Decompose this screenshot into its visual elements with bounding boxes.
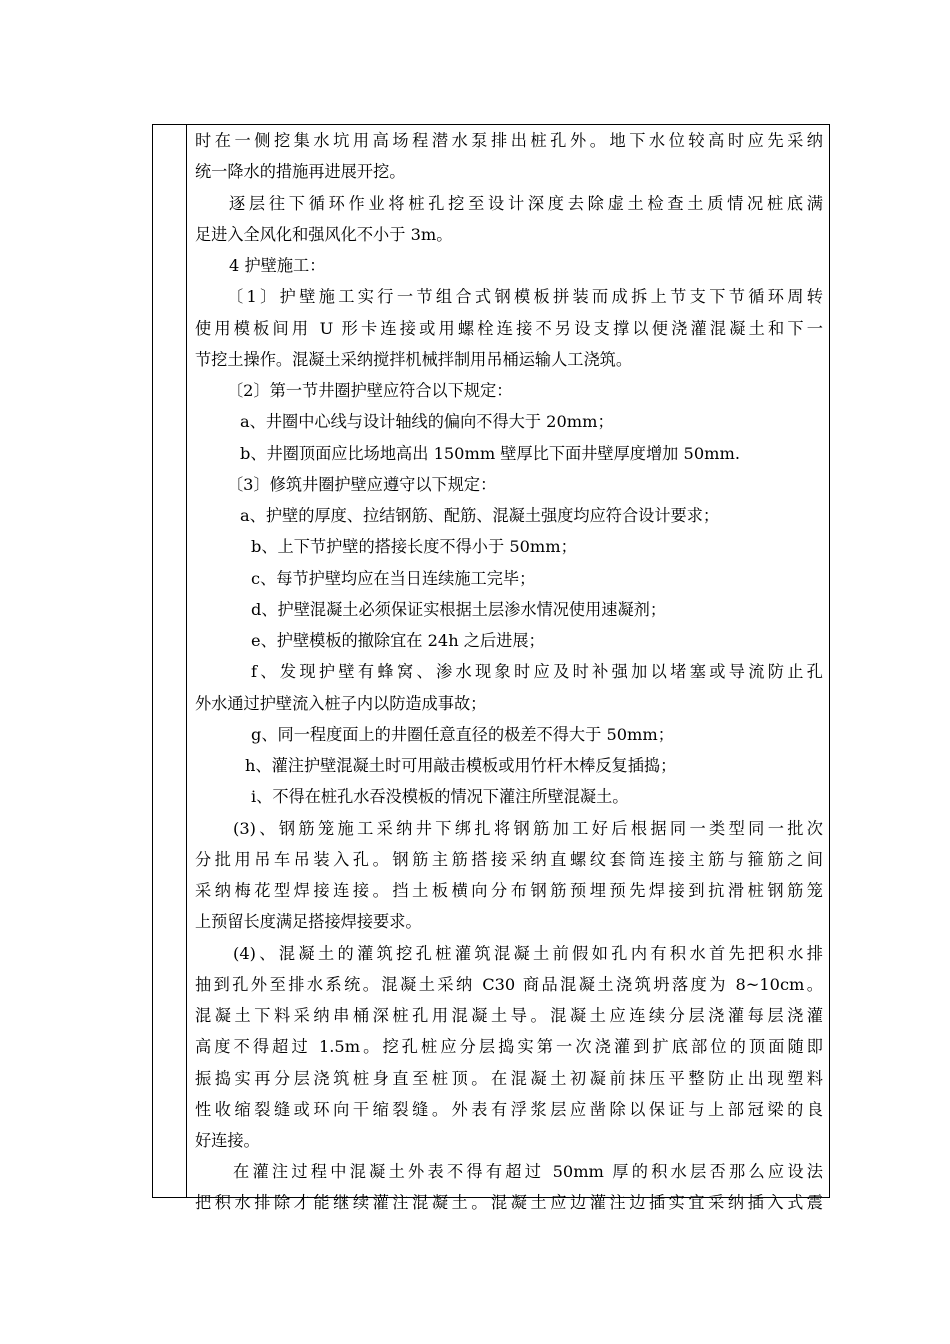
text-line: 振捣实再分层浇筑桩身直至桩顶。在混凝土初凝前抹压平整防止出现塑料	[195, 1069, 823, 1088]
text-line: 外水通过护壁流入桩子内以防造成事故；	[195, 694, 487, 713]
table-content-cell	[195, 125, 823, 1212]
list-item: d、护壁混凝土必须保证实根据土层渗水情况使用速凝剂；	[251, 600, 667, 619]
document-table	[152, 124, 830, 1212]
text-line: (3)、钢筋笼施工采纳井下绑扎将钢筋加工好后根据同一类型同一批次	[233, 819, 823, 838]
list-item: c、每节护壁均应在当日连续施工完毕；	[251, 569, 536, 588]
text-line: 抽到孔外至排水系统。混凝土采纳 C30 商品混凝土浇筑坍落度为 8~10cm。	[195, 975, 823, 994]
text-line: 在灌注过程中混凝土外表不得有超过 50mm 厚的积水层否那么应设法	[233, 1162, 823, 1181]
text-line: 逐层往下循环作业将桩孔挖至设计深度去除虚土检查土质情况桩底满	[229, 194, 823, 213]
text-line: 把积水排除才能继续灌注混凝土。混凝土应边灌注边插实宜采纳插入式震	[195, 1193, 823, 1212]
list-item: b、井圈顶面应比场地高出 150mm 壁厚比下面井壁厚度增加 50mm.	[240, 444, 740, 463]
text-line: 节挖土操作。混凝土采纳搅拌机械拌制用吊桶运输人工浇筑。	[195, 350, 633, 369]
text-line: 足进入全风化和强风化不小于 3m。	[195, 225, 453, 244]
list-item: a、井圈中心线与设计轴线的偏向不得大于 20mm；	[240, 412, 614, 431]
list-item: f、发现护壁有蜂窝、渗水现象时应及时补强加以堵塞或导流防止孔	[251, 662, 823, 681]
list-item: g、同一程度面上的井圈任意直径的极差不得大于 50mm；	[251, 725, 674, 744]
list-item: a、护壁的厚度、拉结钢筋、配筋、混凝土强度均应符合设计要求；	[240, 506, 720, 525]
text-line: 高度不得超过 1.5m。挖孔桩应分层捣实第一次浇灌到扩底部位的顶面随即	[195, 1037, 823, 1056]
text-line: 〔2〕第一节井圈护壁应符合以下规定：	[227, 381, 513, 400]
text-line: 采纳梅花型焊接连接。挡土板横向分布钢筋预埋预先焊接到抗滑桩钢筋笼	[195, 881, 823, 900]
table-left-column	[153, 125, 187, 1197]
list-item: i、不得在桩孔水吞没模板的情况下灌注所壁混凝土。	[251, 787, 629, 806]
text-line: 统一降水的措施再进展开挖。	[195, 162, 406, 181]
text-line: (4)、混凝土的灌筑挖孔桩灌筑混凝土前假如孔内有积水首先把积水排	[233, 944, 823, 963]
section-heading: 4 护壁施工：	[229, 256, 326, 275]
text-line: 〔3〕修筑井圈护壁应遵守以下规定：	[227, 475, 497, 494]
text-line: 使用模板间用 U 形卡连接或用螺栓连接不另设支撑以便浇灌混凝土和下一	[195, 319, 823, 338]
text-line: 上预留长度满足搭接焊接要求。	[195, 912, 422, 931]
text-line: 性收缩裂缝或环向干缩裂缝。外表有浮浆层应凿除以保证与上部冠梁的良	[195, 1100, 823, 1119]
list-item: b、上下节护壁的搭接长度不得小于 50mm；	[251, 537, 577, 556]
text-line: 时在一侧挖集水坑用高场程潜水泵排出桩孔外。地下水位较高时应先采纳	[195, 131, 823, 150]
text-line: 好连接。	[195, 1131, 260, 1150]
text-line: 分批用吊车吊装入孔。钢筋主筋搭接采纳直螺纹套筒连接主筋与箍筋之间	[195, 850, 823, 869]
list-item: h、灌注护壁混凝土时可用敲击模板或用竹杆木棒反复插捣；	[245, 756, 677, 775]
list-item: e、护壁模板的撤除宜在 24h 之后进展；	[251, 631, 545, 650]
text-line: 混凝土下料采纳串桶深桩孔用混凝土导。混凝土应连续分层浇灌每层浇灌	[195, 1006, 823, 1025]
text-line: 〔1〕护壁施工实行一节组合式钢模板拼装而成拆上节支下节循环周转	[227, 287, 823, 306]
